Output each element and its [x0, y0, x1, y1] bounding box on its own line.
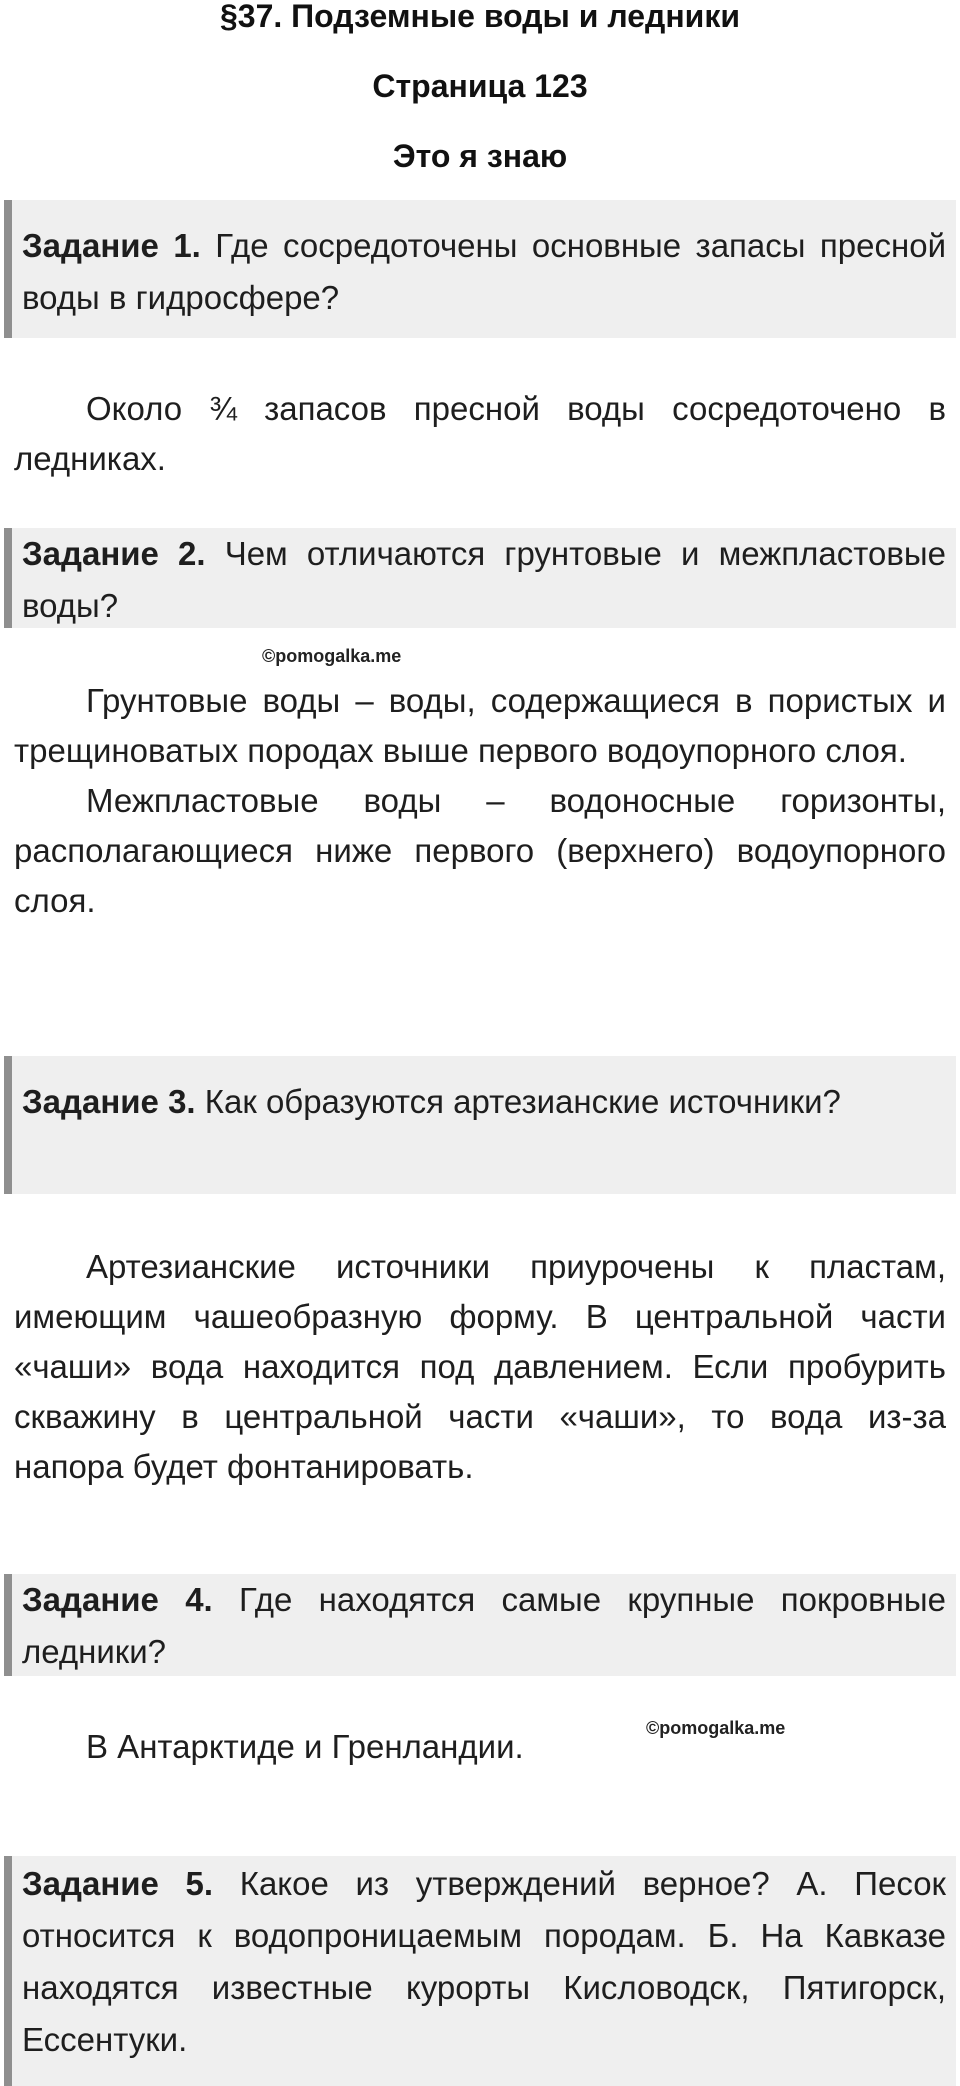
- task-2-answer-paragraph: Грунтовые воды – воды, содержащиеся в пористых и трещиноватых породах выше первого водоупорного слоя.: [14, 682, 946, 769]
- task-4-label: Задание 4.: [22, 1581, 213, 1618]
- task-2-answer-paragraph: Межпластовые воды – водоносные горизонты, располагающиеся ниже первого (верхнего) водоупорного слоя.: [14, 782, 946, 919]
- task-1-question-box: [4, 200, 956, 338]
- task-5-question: Какое из утверждений верное? А. Песок относится к водопроницаемым породам. Б. На Кавказе находятся известные курорты Кисловодск, Пятигорск, Ессентуки.: [22, 1865, 946, 2058]
- task-3-question-box: [4, 1056, 956, 1194]
- task-1-answer: [14, 384, 946, 484]
- task-3-answer-paragraph: Артезианские источники приурочены к пластам, имеющим чашеобразную форму. В центральной части «чаши» вода находится под давлением. Если пробурить скважину в центральной части «чаши», то вода из-за напора будет фонтанировать.: [14, 1248, 946, 1485]
- task-4-question-box: [4, 1574, 956, 1676]
- task-1-label: Задание 1.: [22, 227, 201, 264]
- task-4-answer-paragraph: В Антарктиде и Гренландии.: [86, 1728, 524, 1765]
- task-4-question: Где находятся самые крупные покровные ледники?: [22, 1581, 946, 1670]
- task-1-question: Где сосредоточены основные запасы пресной воды в гидросфере?: [22, 227, 946, 316]
- task-5-label: Задание 5.: [22, 1865, 214, 1902]
- task-2-question: Чем отличаются грунтовые и межпластовые воды?: [22, 535, 946, 624]
- task-2-answer: [14, 676, 946, 926]
- task-2-question-box: [4, 528, 956, 628]
- task-2-label: Задание 2.: [22, 535, 206, 572]
- task-1-answer-paragraph: Около ¾ запасов пресной воды сосредоточено в ледниках.: [14, 390, 946, 477]
- task-4-answer: [14, 1722, 946, 1772]
- task-3-question: Как образуются артезианские источники?: [204, 1083, 841, 1120]
- task-5-question-box: [4, 1856, 956, 2086]
- watermark: ©pomogalka.me: [262, 646, 402, 666]
- section-title: Это я знаю: [392, 138, 568, 174]
- page-title: §37. Подземные воды и ледники: [219, 0, 741, 34]
- page-number: Страница 123: [372, 68, 588, 104]
- task-3-answer: [14, 1242, 946, 1492]
- task-3-label: Задание 3.: [22, 1083, 196, 1120]
- watermark: ©pomogalka.me: [646, 1718, 786, 1738]
